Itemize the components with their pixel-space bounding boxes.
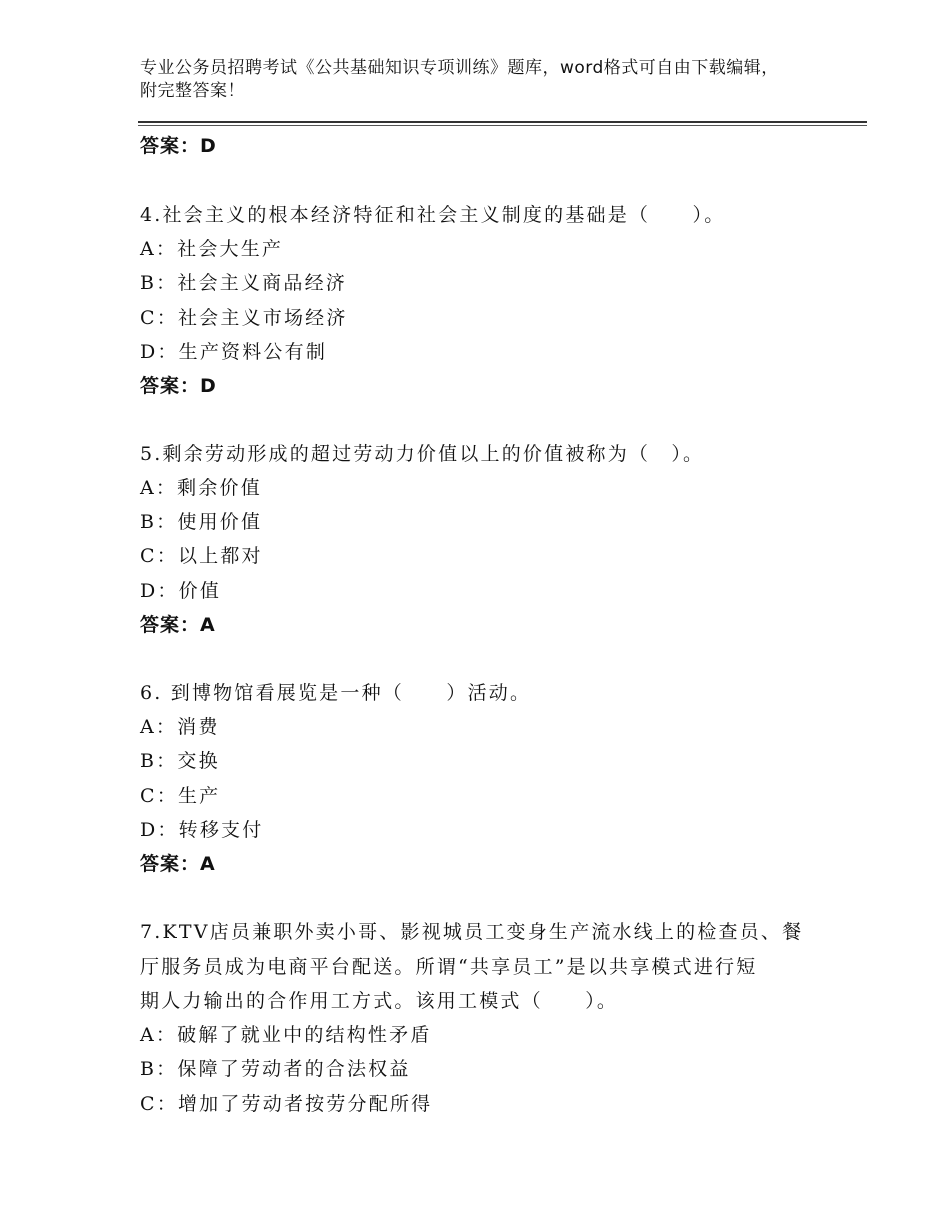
question-6-stem: 6. 到博物馆看展览是一种（ ）活动。 bbox=[140, 682, 532, 704]
page-header: 专业公务员招聘考试《公共基础知识专项训练》题库，word格式可自由下载编辑，附完整答案！ bbox=[140, 58, 779, 101]
question-5-option-a: A：剩余价值 bbox=[140, 477, 262, 499]
question-5-answer: 答案：A bbox=[140, 614, 216, 636]
question-6-option-d: D：转移支付 bbox=[140, 819, 264, 841]
header-divider bbox=[138, 121, 867, 123]
question-4-stem: 4.社会主义的根本经济特征和社会主义制度的基础是（ ）。 bbox=[140, 204, 726, 226]
question-5-option-c: C：以上都对 bbox=[140, 545, 263, 567]
question-4-option-a: A：社会大生产 bbox=[140, 238, 284, 260]
previous-answer: 答案：D bbox=[140, 135, 217, 157]
question-5-option-b: B：使用价值 bbox=[140, 511, 263, 533]
question-7-option-b: B：保障了劳动者的合法权益 bbox=[140, 1058, 411, 1080]
question-7-stem-line-1: 7.KTV店员兼职外卖小哥、影视城员工变身生产流水线上的检查员、餐 bbox=[140, 921, 804, 943]
question-5-stem: 5.剩余劳动形成的超过劳动力价值以上的价值被称为（ ）。 bbox=[140, 443, 705, 465]
question-4-option-b: B：社会主义商品经济 bbox=[140, 272, 347, 294]
question-7-stem-line-3: 期人力输出的合作用工方式。该用工模式（ ）。 bbox=[140, 990, 619, 1012]
question-6-option-b: B：交换 bbox=[140, 750, 220, 772]
question-4-answer: 答案：D bbox=[140, 375, 217, 397]
question-4-option-c: C：社会主义市场经济 bbox=[140, 307, 348, 329]
question-7-option-c: C：增加了劳动者按劳分配所得 bbox=[140, 1093, 433, 1115]
question-6-option-c: C：生产 bbox=[140, 785, 221, 807]
question-6-option-a: A：消费 bbox=[140, 716, 220, 738]
question-4-option-d: D：生产资料公有制 bbox=[140, 341, 328, 363]
question-7-option-a: A：破解了就业中的结构性矛盾 bbox=[140, 1024, 432, 1046]
question-7-stem-line-2: 厅服务员成为电商平台配送。所谓“共享员工”是以共享模式进行短 bbox=[140, 956, 758, 978]
question-6-answer: 答案：A bbox=[140, 853, 216, 875]
header-divider-thin bbox=[138, 125, 867, 126]
question-5-option-d: D：价值 bbox=[140, 580, 222, 602]
